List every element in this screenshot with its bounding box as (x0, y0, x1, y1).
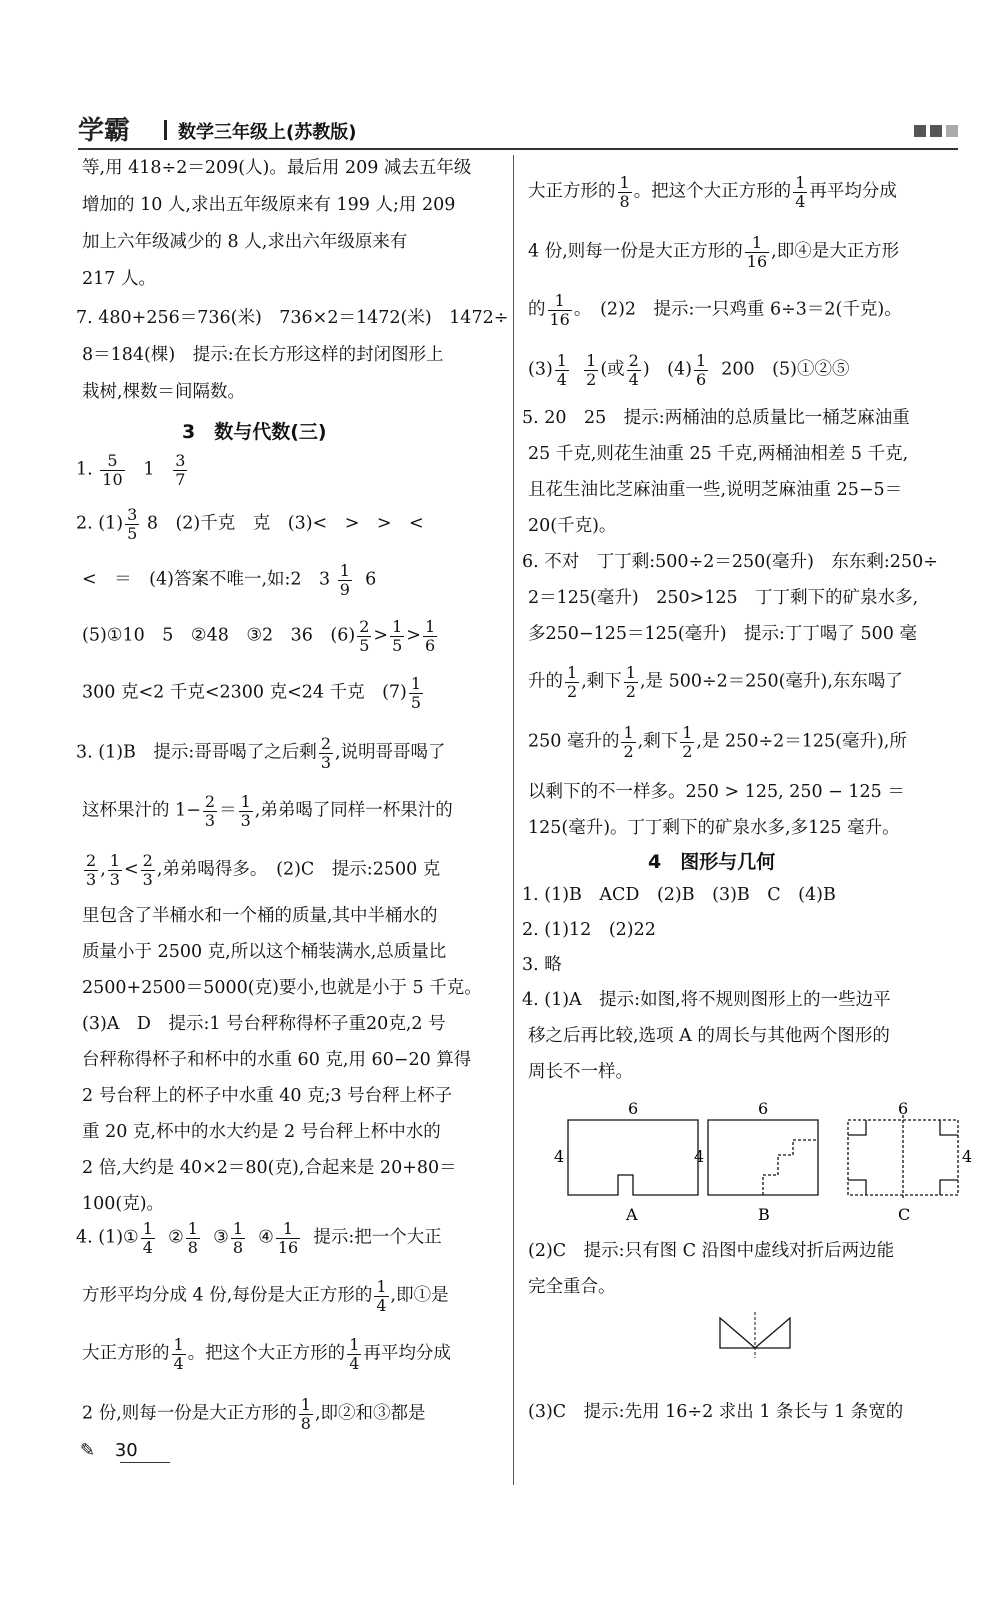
answer-line (76, 735, 446, 771)
fraction: $\frac{2}{4}$ (628, 351, 639, 389)
text-line: 质量小于 2500 克,所以这个桶装满水,总质量比 (82, 942, 447, 962)
text-line: 且花生油比芝麻油重一些,说明芝麻油重 25−5＝ (528, 480, 903, 500)
text: 再平均分成 (363, 1343, 451, 1364)
fraction: $\frac{1}{8}$ (187, 1219, 198, 1257)
fraction: $\frac{1}{4}$ (556, 351, 567, 389)
answer-line: (5)①10 5 ②48 ③2 36 (6) $\frac{2}{5}$ > $\frac{1}{5}$ > $\frac{1}{6}$ (82, 617, 436, 655)
page-footer (80, 1440, 138, 1461)
section-title: 4 图形与几何 (648, 851, 776, 873)
brand-logo: 学霸 (78, 116, 131, 146)
fraction: $\frac{1}{5}$ (410, 674, 422, 712)
text: 8 (2)千克 克 (3)< > > < (146, 513, 424, 534)
text-line: 4. (1)A 提示:如图,将不规则图形上的一些边平 (522, 990, 891, 1010)
text: ,是 500÷2＝250(毫升),东东喝了 (639, 671, 903, 692)
fraction: $\frac{1}{2}$ (567, 663, 578, 701)
text: 。把这个大正方形的 (187, 1343, 346, 1364)
fraction: $\frac{2}{3}$ (204, 792, 216, 830)
answer-line: $\frac{2}{3}$ , $\frac{1}{3}$ < $\frac{2}{3}$ ,弟弟喝得多。 (2)C 提示:2500 克 (86, 851, 441, 889)
page-number: 30 (114, 1440, 138, 1461)
answer-line (528, 292, 902, 328)
footer-rule (120, 1462, 170, 1463)
figure-a-label: A (626, 1205, 638, 1224)
answer-line (82, 1278, 449, 1314)
text: (3) (528, 359, 553, 380)
fraction: $\frac{1}{2}$ (625, 663, 636, 701)
answer-line: 这杯果汁的 1− $\frac{2}{3}$ ＝ $\frac{1}{3}$ ,弟弟喝了同样一杯果汁的 (82, 792, 453, 830)
text-line: 3. 略 (522, 955, 562, 975)
text: 方形平均分成 4 份,每份是大正方形的 (82, 1285, 373, 1306)
text-line: 2500+2500＝5000(克)要小,也就是小于 5 千克。 (82, 978, 482, 998)
figure-a-shape (568, 1120, 698, 1195)
page-header (78, 108, 958, 148)
answer-line (528, 174, 897, 210)
text: 6 (365, 569, 377, 590)
text: ,即①是 (390, 1285, 449, 1306)
fraction: $\frac{2}{5}$ (359, 617, 370, 655)
text-line: 20(千克)。 (528, 516, 617, 536)
text: 4 份,则每一份是大正方形的 (528, 241, 743, 262)
text-line: 多250−125＝125(毫升) 提示:丁丁喝了 500 毫 (528, 624, 917, 644)
text-line: 2＝125(毫升) 250>125 丁丁剩下的矿泉水多, (528, 588, 919, 608)
pencil-icon: ✎ (80, 1440, 96, 1461)
figure-b-steps (763, 1140, 818, 1195)
fraction: $\frac{2}{3}$ (86, 851, 97, 889)
answer-line (82, 1396, 426, 1432)
text-line: 25 千克,则花生油重 25 千克,两桶油相差 5 千克, (528, 444, 909, 464)
text: 提示:把一个大正 (313, 1227, 442, 1248)
text: 2. (1) (76, 513, 124, 534)
text-line: (3)A D 提示:1 号台秤称得杯子重20克,2 号 (82, 1014, 446, 1034)
text-line: (2)C 提示:只有图 C 沿图中虚线对折后两边能 (528, 1241, 895, 1261)
text: 升的 (528, 671, 563, 692)
text: 2 份,则每一份是大正方形的 (82, 1403, 297, 1424)
fold-figure (715, 1310, 805, 1360)
text: 大正方形的 (528, 181, 616, 202)
text-line: 100(克)。 (82, 1194, 165, 1214)
text: 300 克<2 千克<2300 克<24 千克 (7) (82, 682, 407, 703)
figure-b-width: 6 (758, 1100, 769, 1118)
answer-line (528, 664, 903, 700)
figure-c-width: 6 (898, 1100, 909, 1118)
text-line: 2 倍,大约是 40×2＝80(克),合起来是 20+80＝ (82, 1158, 457, 1178)
text-line: 等,用 418÷2＝209(人)。最后用 209 减去五年级 (82, 158, 472, 178)
text: 大正方形的 (82, 1343, 170, 1364)
fraction: $\frac{1}{16}$ (549, 291, 570, 329)
text: 。 (2)2 提示:一只鸡重 6÷3＝2(千克)。 (573, 299, 902, 320)
text: 再平均分成 (809, 181, 897, 202)
answer-line (528, 234, 899, 270)
fraction: $\frac{1}{2}$ (623, 723, 634, 761)
divider (164, 120, 167, 140)
text-line: 125(毫升)。丁丁剩下的矿泉水多,多125 毫升。 (528, 818, 900, 838)
text: ,是 250÷2＝125(毫升),所 (696, 731, 907, 752)
fraction: $\frac{1}{16}$ (746, 233, 768, 271)
text-line: 2 号台秤上的杯子中水重 40 克;3 号台秤上杯子 (82, 1086, 453, 1106)
text-line: 5. 20 25 提示:两桶油的总质量比一桶芝麻油重 (522, 408, 910, 428)
fraction: $\frac{1}{2}$ (586, 351, 597, 389)
fraction: $\frac{1}{9}$ (339, 561, 350, 599)
text: 3. (1)B 提示:哥哥喝了之后剩 (76, 742, 317, 763)
q-number: 1. (76, 459, 93, 480)
text-line: 以剩下的不一样多。250 > 125, 250 − 125 ＝ (528, 782, 905, 802)
figure-b-height: 4 (694, 1147, 705, 1166)
decor-squares-icon (910, 122, 958, 141)
text: < ＝ (4)答案不唯一,如:2 3 (82, 569, 331, 590)
text-line: 里包含了半桶水和一个桶的质量,其中半桶水的 (82, 906, 438, 926)
text: 这杯果汁的 1− (82, 800, 201, 821)
answer-line (82, 562, 376, 598)
text: (或 (600, 359, 625, 380)
section-title: 3 数与代数(三) (182, 421, 327, 443)
fraction: $\frac{1}{8}$ (300, 1395, 311, 1433)
fraction: $\frac{2}{3}$ (320, 734, 331, 772)
text-line: 增加的 10 人,求出五年级原来有 199 人;用 209 (82, 195, 456, 215)
text: (5)①10 5 ②48 ③2 36 (6) (82, 625, 356, 646)
text: ,说明哥哥喝了 (335, 742, 446, 763)
text-line: 加上六年级减少的 8 人,求出六年级原来有 (82, 232, 408, 252)
fraction: $\frac{1}{8}$ (619, 173, 630, 211)
text-line: 重 20 克,杯中的水大约是 2 号台秤上杯中水的 (82, 1122, 441, 1142)
fraction: $\frac{1}{8}$ (232, 1219, 243, 1257)
fraction: $\frac{1}{2}$ (682, 723, 693, 761)
figure-c-height: 4 (962, 1147, 973, 1166)
fraction: $\frac{3}{7}$ (175, 451, 186, 489)
text: ,剩下 (637, 731, 679, 752)
answer-line (82, 675, 425, 711)
text: ,剩下 (581, 671, 622, 692)
answer-line (528, 352, 849, 388)
answer-line (76, 506, 424, 542)
fraction: $\frac{1}{4}$ (142, 1219, 153, 1257)
text: 4. (1)① (76, 1227, 139, 1248)
answer-line (528, 724, 907, 760)
answer-line: 4. (1)① $\frac{1}{4}$ ② $\frac{1}{8}$ ③ $\frac{1}{8}$ ④ $\frac{1}{16}$ 提示:把一个大正 (76, 1219, 442, 1257)
column-divider (513, 155, 514, 1485)
text-line: 完全重合。 (528, 1277, 616, 1297)
text: 200 (5)①②⑤ (721, 359, 850, 380)
text-line: 台秤称得杯子和杯中的水重 60 克,用 60−20 算得 (82, 1050, 472, 1070)
figure-a-height: 4 (554, 1147, 565, 1166)
fraction: $\frac{1}{4}$ (795, 173, 806, 211)
text-line: 7. 480+256＝736(米) 736×2＝1472(米) 1472÷ (76, 308, 509, 328)
fraction: $\frac{1}{4}$ (376, 1277, 387, 1315)
fraction: $\frac{1}{6}$ (695, 351, 707, 389)
text-line: 8＝184(棵) 提示:在长方形这样的封闭图形上 (82, 345, 444, 365)
figure-a-width: 6 (628, 1100, 639, 1118)
header-rule (78, 148, 958, 150)
figure-b-label: B (758, 1205, 770, 1224)
fraction: $\frac{2}{3}$ (142, 851, 153, 889)
fraction: $\frac{5}{10}$ (102, 451, 123, 489)
text-line: 周长不一样。 (528, 1062, 633, 1082)
answer-line (76, 452, 189, 488)
text: ) (4) (642, 359, 692, 380)
number: 1 (143, 459, 155, 480)
text-line: 栽树,棵数＝间隔数。 (82, 382, 246, 402)
text: 。把这个大正方形的 (633, 181, 792, 202)
fraction: $\frac{1}{5}$ (392, 617, 403, 655)
fraction: $\frac{1}{4}$ (173, 1335, 184, 1373)
text-line: 6. 不对 丁丁剩:500÷2＝250(毫升) 东东剩:250÷ (522, 552, 938, 572)
text: 的 (528, 299, 546, 320)
text: ,弟弟喝了同样一杯果汁的 (254, 800, 453, 821)
answer-line (82, 1336, 451, 1372)
perimeter-figures (548, 1100, 978, 1230)
fraction: $\frac{1}{6}$ (424, 617, 436, 655)
text-line: 1. (1)B ACD (2)B (3)B C (4)B (522, 885, 836, 905)
text: ,即②和③都是 (314, 1403, 426, 1424)
fraction: $\frac{1}{4}$ (349, 1335, 360, 1373)
text: 250 毫升的 (528, 731, 620, 752)
book-title: 数学三年级上(苏教版) (178, 122, 357, 143)
text: ,弟弟喝得多。 (2)C 提示:2500 克 (156, 859, 441, 880)
fraction: $\frac{1}{3}$ (109, 851, 120, 889)
text-line: 2. (1)12 (2)22 (522, 920, 656, 940)
text-line: 移之后再比较,选项 A 的周长与其他两个图形的 (528, 1026, 890, 1046)
figure-c-label: C (898, 1205, 911, 1224)
text-line: (3)C 提示:先用 16÷2 求出 1 条长与 1 条宽的 (528, 1402, 904, 1422)
fraction: $\frac{1}{16}$ (277, 1219, 299, 1257)
text: ,即④是大正方形 (771, 241, 900, 262)
fraction: $\frac{1}{3}$ (240, 792, 251, 830)
text-line: 217 人。 (82, 269, 156, 289)
fraction: $\frac{3}{5}$ (127, 505, 138, 543)
